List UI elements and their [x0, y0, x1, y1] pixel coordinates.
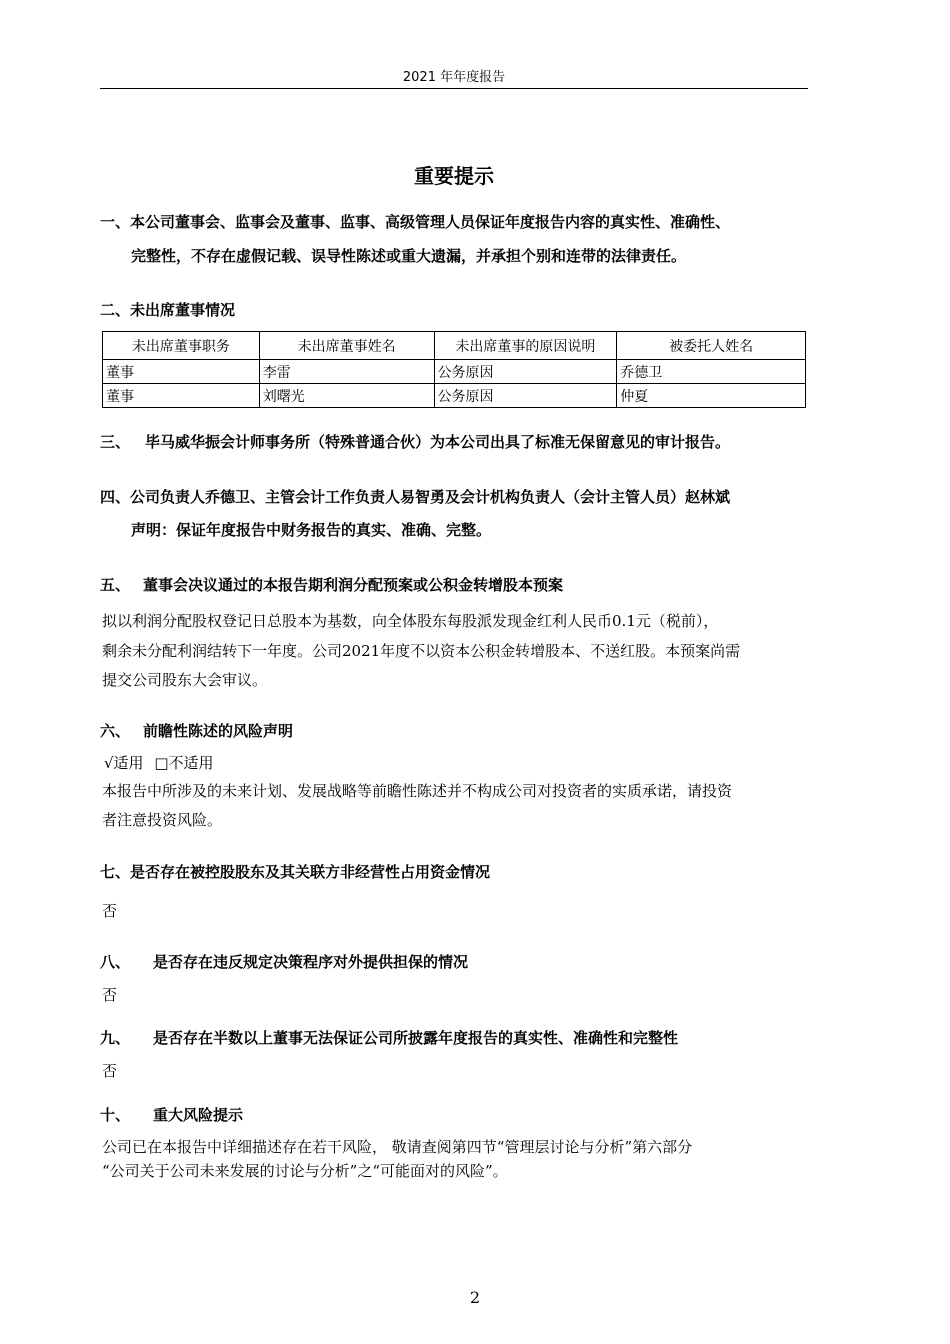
table-header-cell: 未出席董事职务 [103, 332, 260, 360]
section-4-number: 四、 [100, 488, 131, 506]
table-row [103, 384, 806, 408]
section-4-line-1 [100, 486, 730, 507]
section-6-number: 六、 [100, 722, 131, 740]
section-3-text: 毕马威华振会计师事务所（特殊普通合伙）为本公司出具了标准无保留意见的审计报告。 [145, 433, 731, 451]
table-cell: 仲夏 [617, 384, 806, 408]
page-title: 重要提示 [414, 164, 494, 188]
section-10-number: 十、 [100, 1106, 131, 1124]
section-4-text-1: 公司负责人乔德卫、主管会计工作负责人易智勇及会计机构负责人（会计主管人员）赵林斌 [130, 488, 731, 506]
table-cell: 乔德卫 [617, 360, 806, 384]
section-5-body-1: 拟以利润分配股权登记日总股本为基数，向全体股东每股派发现金红利人民币0.1元（税前）， [102, 612, 719, 630]
table-cell: 董事 [103, 384, 260, 408]
section-1-line-1 [100, 211, 730, 232]
section-7-heading: 七、是否存在被控股股东及其关联方非经营性占用资金情况 [100, 863, 491, 881]
table-header-cell: 未出席董事的原因说明 [434, 332, 617, 360]
section-10-title: 重大风险提示 [153, 1106, 244, 1124]
section-6-body-1: 本报告中所涉及的未来计划、发展战略等前瞻性陈述并不构成公司对投资者的实质承诺，请投资 [102, 782, 733, 800]
table-cell: 刘曙光 [259, 384, 434, 408]
section-1-text-1: 本公司董事会、监事会及董事、监事、高级管理人员保证年度报告内容的真实性、准确性、 [130, 213, 731, 231]
section-8-number: 八、 [100, 953, 131, 971]
section-9-heading [100, 1027, 678, 1048]
applicable-checked-option: √适用 [104, 754, 144, 772]
section-9-number: 九、 [100, 1029, 131, 1047]
section-10-body-1: 公司已在本报告中详细描述存在若干风险， 敬请查阅第四节“管理层讨论与分析”第六部分 [102, 1138, 693, 1156]
section-1-number: 一、 [100, 213, 131, 231]
section-10-heading [100, 1104, 243, 1125]
not-applicable-option: □不适用 [154, 754, 214, 772]
table-cell: 董事 [103, 360, 260, 384]
page-number: 2 [469, 1288, 481, 1307]
table-cell: 公务原因 [434, 360, 617, 384]
section-2-heading: 二、未出席董事情况 [100, 301, 236, 319]
absent-directors-table [102, 331, 806, 408]
section-3 [100, 431, 730, 452]
section-6-heading [100, 720, 293, 741]
section-5-heading [100, 574, 563, 595]
section-9-answer: 否 [102, 1062, 118, 1080]
table-header-cell: 被委托人姓名 [617, 332, 806, 360]
applicability-options [104, 752, 214, 773]
section-5-body-2: 剩余未分配利润结转下一年度。公司2021年度不以资本公积金转增股本、不送红股。本预案尚需 [102, 642, 741, 660]
section-5-title: 董事会决议通过的本报告期利润分配预案或公积金转增股本预案 [143, 576, 564, 594]
section-5-body-3: 提交公司股东大会审议。 [102, 671, 268, 689]
table-row [103, 360, 806, 384]
table-cell: 公务原因 [434, 384, 617, 408]
running-header: 2021 年年度报告 [402, 70, 506, 85]
header-rule [100, 88, 808, 89]
section-10-body-2: “公司关于公司未来发展的讨论与分析”之“可能面对的风险”。 [102, 1162, 508, 1180]
section-8-heading [100, 951, 468, 972]
section-7-answer: 否 [102, 902, 118, 920]
section-8-answer: 否 [102, 986, 118, 1004]
section-6-title: 前瞻性陈述的风险声明 [143, 722, 294, 740]
section-4-text-2: 声明：保证年度报告中财务报告的真实、准确、完整。 [131, 521, 492, 539]
section-8-title: 是否存在违反规定决策程序对外提供担保的情况 [153, 953, 469, 971]
section-6-body-2: 者注意投资风险。 [102, 811, 223, 829]
section-9-title: 是否存在半数以上董事无法保证公司所披露年度报告的真实性、准确性和完整性 [153, 1029, 679, 1047]
section-5-number: 五、 [100, 576, 131, 594]
section-1-text-2: 完整性，不存在虚假记载、误导性陈述或重大遗漏，并承担个别和连带的法律责任。 [131, 247, 687, 265]
table-header-cell: 未出席董事姓名 [259, 332, 434, 360]
table-header-row [103, 332, 806, 360]
table-cell: 李雷 [259, 360, 434, 384]
section-3-number: 三、 [100, 433, 131, 451]
